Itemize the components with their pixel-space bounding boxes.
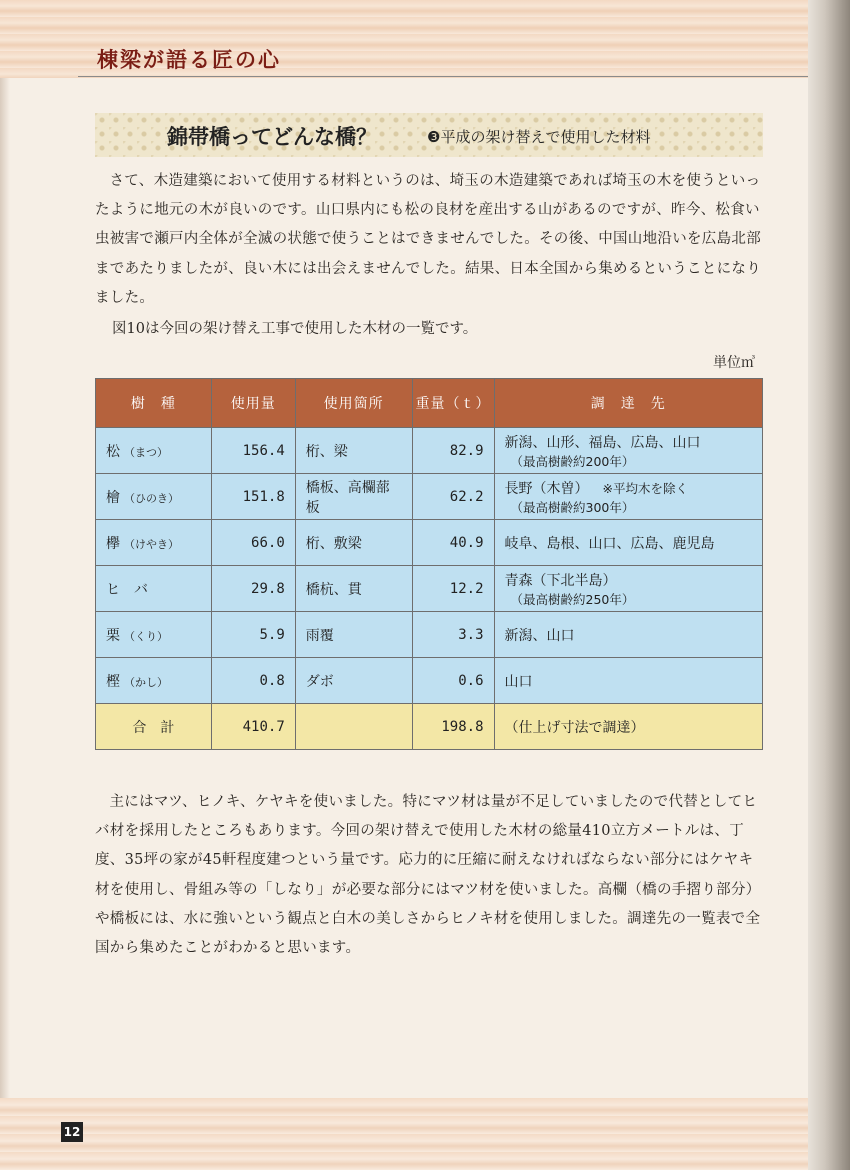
header-divider — [78, 76, 808, 77]
source-text: 長野（木曽） — [504, 480, 589, 497]
col-header-species: 樹 種 — [96, 379, 212, 428]
table-row — [96, 658, 763, 704]
species-reading: （かし） — [124, 675, 168, 689]
total-source-cell: （仕上げ寸法で調達） — [494, 704, 762, 750]
table-row — [96, 428, 763, 474]
amount-cell: 29.8 — [211, 566, 295, 612]
source-cell — [494, 428, 762, 474]
source-cell: 岐阜、島根、山口、広島、鹿児島 — [494, 520, 762, 566]
source-cell — [494, 474, 762, 520]
species-name: 檜 — [106, 489, 120, 506]
source-subtext: （最高樹齢約200年） — [510, 453, 635, 469]
total-usage-cell — [295, 704, 412, 750]
section-subtitle: ❸平成の架け替えで使用した材料 — [427, 128, 651, 146]
table-total-row — [96, 704, 763, 750]
closing-paragraph: 主にはマツ、ヒノキ、ケヤキを使いました。特にマツ材は量が不足していましたので代替としてヒバ材を採用したところもあります。今回の架け替えで使用した木材の総量410立方メートルは、丁度、35坪の家が45軒程度建つという量です。応力的に圧縮に耐えなければならない部分にはケヤキ材を使用し、骨組み等の「しなり」が必要な部分にはマツ材を使いました。高欄（橋の手摺り部分）や橋板には、水に強いという観点と白木の美しさからヒノキ材を使用しました。調達先の一覧表で全国から集めたことがわかると思います。 — [95, 794, 761, 957]
figure-reference: 図10は今回の架け替え工事で使用した木材の一覧です。 — [112, 321, 478, 337]
species-name: 樫 — [106, 673, 120, 690]
col-header-source: 調 達 先 — [494, 379, 762, 428]
amount-cell: 156.4 — [211, 428, 295, 474]
species-reading: （ひのき） — [124, 491, 179, 505]
species-cell — [96, 428, 212, 474]
usage-cell: 雨覆 — [295, 612, 412, 658]
table-header-row — [96, 379, 763, 428]
weight-cell: 3.3 — [412, 612, 494, 658]
species-cell — [96, 474, 212, 520]
species-name: 栗 — [106, 627, 120, 644]
usage-cell: 橋杭、貫 — [295, 566, 412, 612]
page-edge — [808, 0, 850, 1170]
species-name: 欅 — [106, 535, 120, 552]
unit-label: 単位㎥ — [713, 355, 755, 371]
total-weight-cell: 198.8 — [412, 704, 494, 750]
table-row — [96, 520, 763, 566]
amount-cell: 66.0 — [211, 520, 295, 566]
species-reading: （くり） — [124, 629, 168, 643]
species-cell — [96, 612, 212, 658]
species-cell — [96, 520, 212, 566]
col-header-amount: 使用量 — [211, 379, 295, 428]
source-text: 新潟、山形、福島、広島、山口 — [504, 434, 701, 451]
species-cell: ヒ バ — [96, 566, 212, 612]
weight-cell: 0.6 — [412, 658, 494, 704]
source-cell: 山口 — [494, 658, 762, 704]
source-note: ※平均木を除く — [602, 480, 688, 496]
species-reading: （けやき） — [124, 537, 179, 551]
source-subtext: （最高樹齢約250年） — [510, 591, 635, 607]
usage-cell: 桁、敷梁 — [295, 520, 412, 566]
source-cell — [494, 566, 762, 612]
closing-paragraph-block — [95, 788, 767, 963]
weight-cell: 12.2 — [412, 566, 494, 612]
species-reading: （まつ） — [124, 445, 168, 459]
col-header-weight: 重量（ｔ） — [412, 379, 494, 428]
source-cell: 新潟、山口 — [494, 612, 762, 658]
intro-paragraph-block — [95, 167, 767, 313]
weight-cell: 40.9 — [412, 520, 494, 566]
usage-cell: ダボ — [295, 658, 412, 704]
total-amount-cell: 410.7 — [211, 704, 295, 750]
amount-cell: 5.9 — [211, 612, 295, 658]
amount-cell: 0.8 — [211, 658, 295, 704]
table-row — [96, 566, 763, 612]
page-number: 12 — [61, 1122, 83, 1142]
source-text: 青森（下北半島） — [504, 572, 617, 589]
amount-cell: 151.8 — [211, 474, 295, 520]
col-header-usage: 使用箇所 — [295, 379, 412, 428]
section-title: 錦帯橋ってどんな橋？ — [167, 124, 377, 149]
weight-cell: 62.2 — [412, 474, 494, 520]
running-header-title: 棟梁が語る匠の心 — [97, 47, 281, 72]
page-gutter-shadow — [0, 0, 10, 1170]
source-subtext: （最高樹齢約300年） — [510, 499, 635, 515]
usage-cell: 橋板、高欄蔀板 — [295, 474, 412, 520]
species-name: 松 — [106, 443, 120, 460]
materials-table — [95, 378, 763, 750]
table-row — [96, 474, 763, 520]
total-label-cell: 合 計 — [96, 704, 212, 750]
usage-cell: 桁、梁 — [295, 428, 412, 474]
footer-wood-band — [0, 1098, 850, 1170]
table-row — [96, 612, 763, 658]
intro-paragraph: さて、木造建築において使用する材料というのは、埼玉の木造建築であれば埼玉の木を使うといったように地元の木が良いのです。山口県内にも松の良材を産出する山があるのですが、昨今、松食い虫被害で瀬戸内全体が全滅の状態で使うことはできませんでした。その後、中国山地沿いを広島北部まであたりましたが、良い木には出会えませんでした。結果、日本全国から集めるということになりました。 — [95, 173, 761, 306]
weight-cell: 82.9 — [412, 428, 494, 474]
species-cell — [96, 658, 212, 704]
